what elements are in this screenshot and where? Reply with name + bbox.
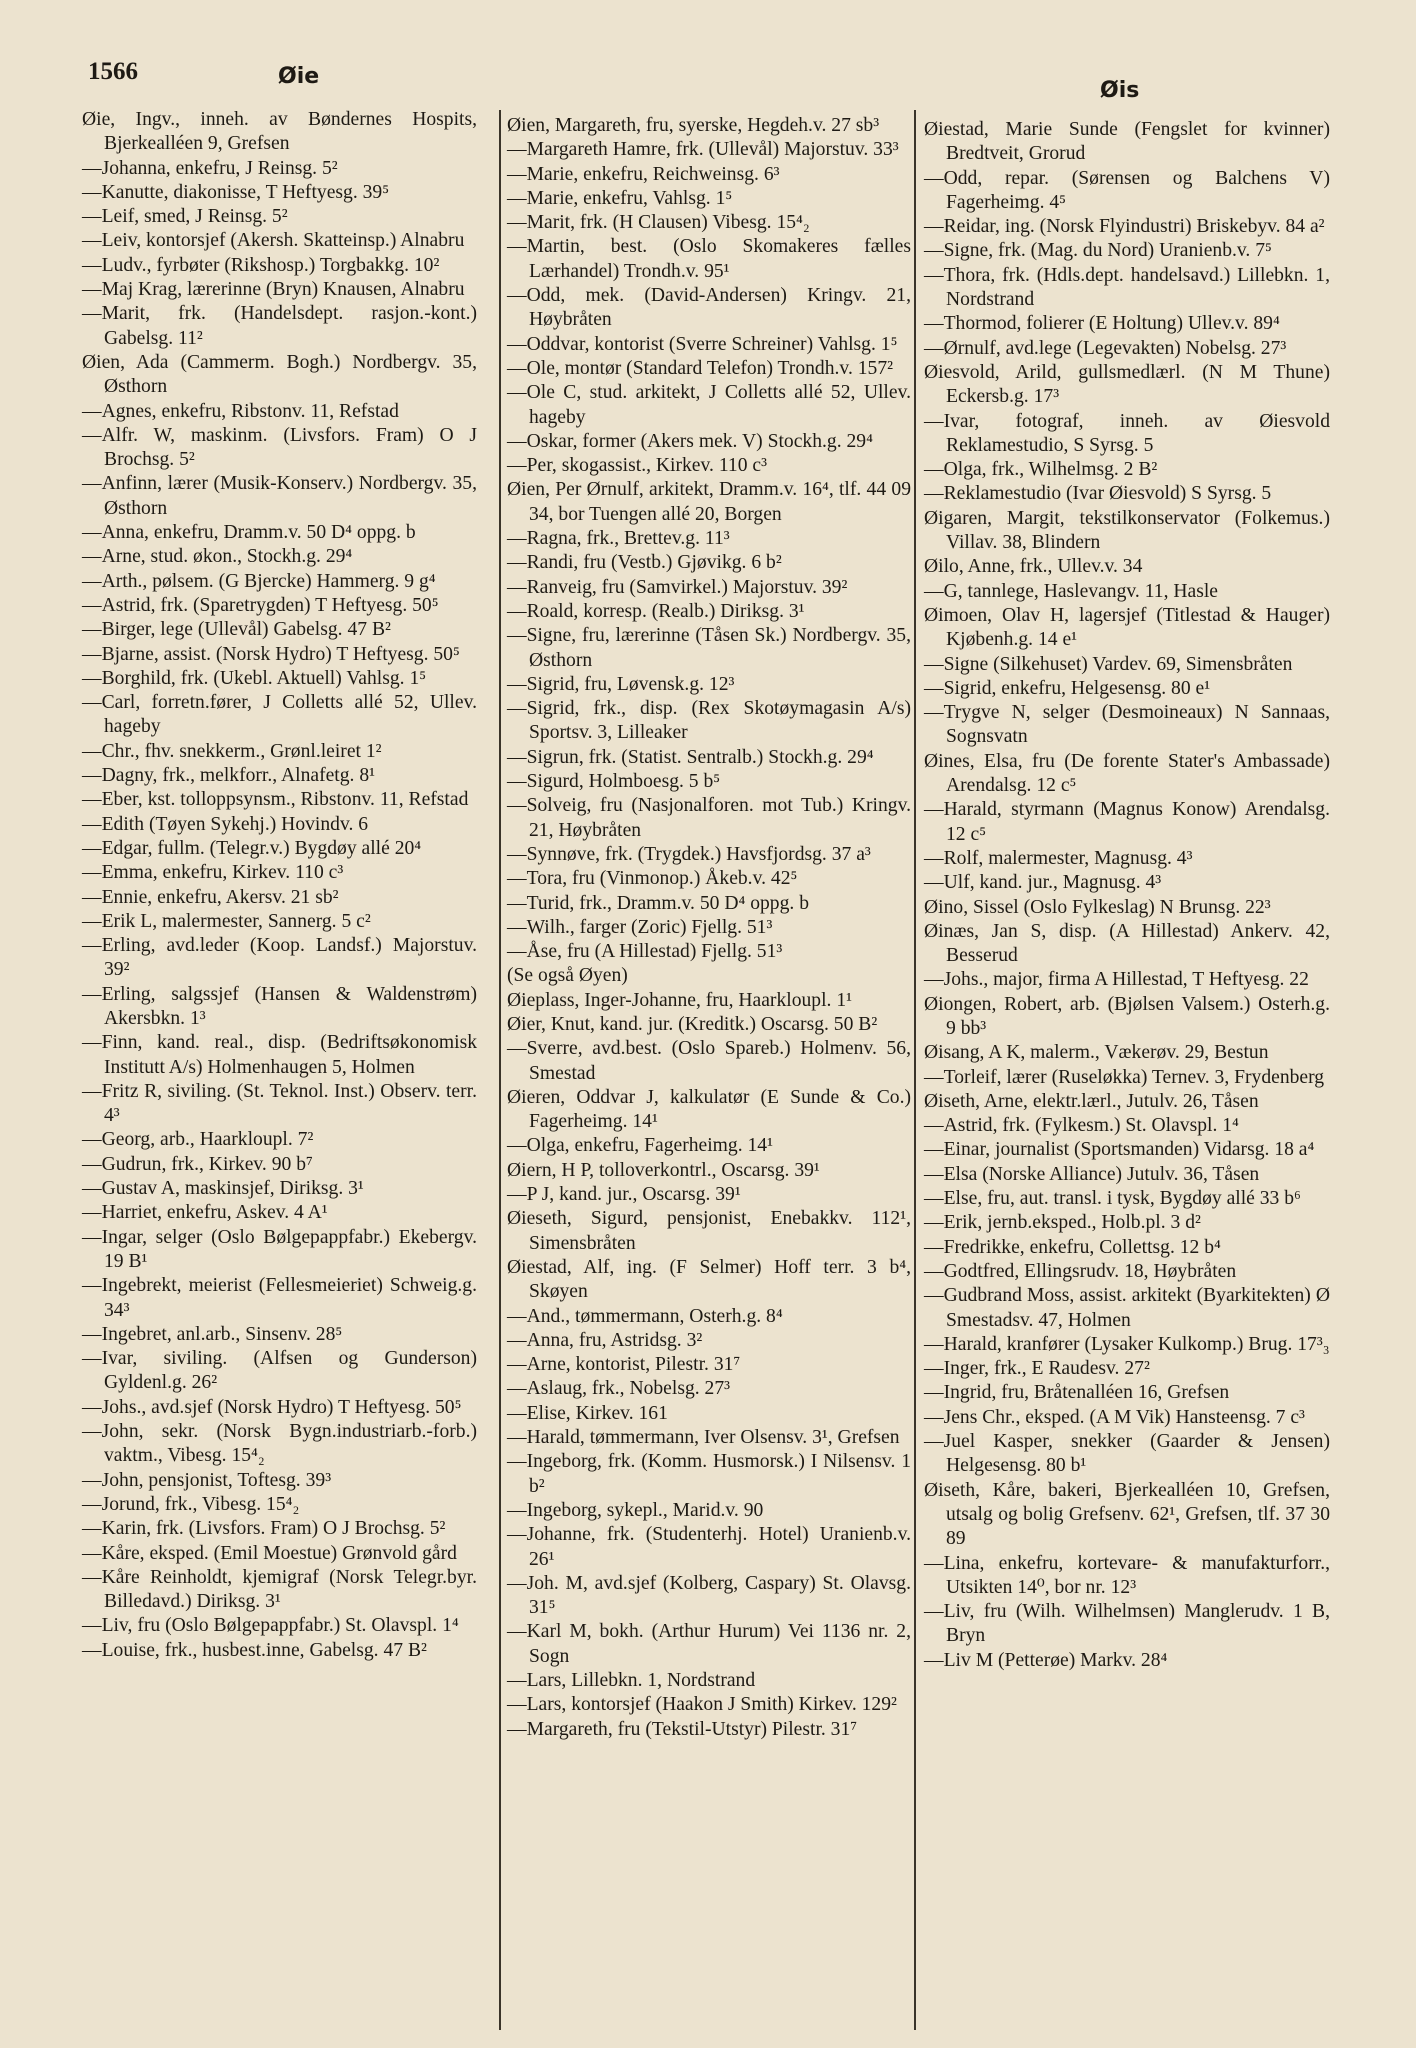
directory-entry: Øilo, Anne, frk., Ullev.v. 34 xyxy=(924,556,1143,578)
directory-entry: —Ingebret, anl.arb., Sinsenv. 28⁵ xyxy=(82,1323,343,1345)
running-header-left: Øie xyxy=(278,64,320,89)
directory-entry: —Randi, fru (Vestb.) Gjøvikg. 6 b² xyxy=(507,552,782,574)
directory-entry: (Se også Øyen) xyxy=(507,965,628,987)
directory-entry: —Ludv., fyrbøter (Rikshosp.) Torgbakkg. 10² xyxy=(82,254,440,276)
page-number: 1566 xyxy=(88,58,138,85)
directory-entry: —Fritz R, siviling. (St. Teknol. Inst.) Observ. terr. 4³ xyxy=(82,1080,477,1127)
directory-entry: —Georg, arb., Haarkloupl. 7² xyxy=(82,1129,314,1151)
directory-entry: —Sigrid, enkefru, Helgesensg. 80 e¹ xyxy=(924,677,1211,699)
directory-entry: Øien, Per Ørnulf, arkitekt, Dramm.v. 16⁴, tlf. 44 09 34, bor Tuengen allé 20, Borgen xyxy=(507,479,911,525)
directory-entry: —Kanutte, diakonisse, T Heftyesg. 39⁵ xyxy=(82,181,390,203)
directory-entry: —Inger, frk., E Raudesv. 27² xyxy=(924,1358,1150,1380)
directory-entry: Øiern, H P, tolloverkontrl., Oscarsg. 39¹ xyxy=(507,1159,820,1181)
directory-entry: —Arne, kontorist, Pilestr. 31⁷ xyxy=(507,1354,741,1376)
directory-entry: —Johs., avd.sjef (Norsk Hydro) T Heftyesg. 50⁵ xyxy=(82,1396,462,1418)
directory-entry: Øie, Ingv., inneh. av Bøndernes Hospits, Bjerkealléen 9, Grefsen xyxy=(82,109,477,155)
directory-entry: —Leif, smed, J Reinsg. 5² xyxy=(82,206,288,228)
directory-entry: —Tora, fru (Vinmonop.) Åkeb.v. 42⁵ xyxy=(507,868,798,890)
directory-entry: —Chr., fhv. snekkerm., Grønl.leiret 1² xyxy=(82,740,382,762)
directory-entry: —Odd, repar. (Sørensen og Balchens V) Fagerheimg. 4⁵ xyxy=(924,167,1330,213)
directory-column-2 xyxy=(507,114,911,1742)
directory-entry: —Jorund, frk., Vibesg. 15⁴₂ xyxy=(82,1493,300,1515)
directory-entry: —P J, kand. jur., Oscarsg. 39¹ xyxy=(507,1184,741,1206)
directory-entry: Øigaren, Margit, tekstilkonservator (Folkemus.) Villav. 38, Blindern xyxy=(924,507,1330,554)
directory-entry: —Liv, fru (Oslo Bølgepappfabr.) St. Olavspl. 1⁴ xyxy=(82,1615,459,1637)
directory-entry: —Godtfred, Ellingsrudv. 18, Høybråten xyxy=(924,1260,1237,1282)
directory-entry: —Marit, frk. (H Clausen) Vibesg. 15⁴₂ xyxy=(507,212,810,234)
directory-entry: —Elise, Kirkev. 161 xyxy=(507,1402,668,1424)
directory-entry: —Torleif, lærer (Ruseløkka) Ternev. 3, Frydenberg xyxy=(924,1066,1325,1088)
directory-entry: Øiseth, Kåre, bakeri, Bjerkealléen 10, Grefsen, utsalg og bolig Grefsenv. 62¹, Grefsen, tlf. 37 30 89 xyxy=(924,1479,1330,1550)
directory-entry: —Astrid, frk. (Sparetrygden) T Heftyesg. 50⁵ xyxy=(82,594,439,616)
directory-entry: —Martin, best. (Oslo Skomakeres fælles Lærhandel) Trondh.v. 95¹ xyxy=(507,236,911,282)
directory-entry: —Eber, kst. tolloppsynsm., Ribstonv. 11, Refstad xyxy=(82,789,469,811)
directory-entry: —Ørnulf, avd.lege (Legevakten) Nobelsg. 27³ xyxy=(924,337,1287,359)
directory-entry: —Harald, styrmann (Magnus Konow) Arendalsg. 12 c⁵ xyxy=(924,799,1330,845)
directory-entry: —Per, skogassist., Kirkev. 110 c³ xyxy=(507,455,767,477)
directory-entry: —Astrid, frk. (Fylkesm.) St. Olavspl. 1⁴ xyxy=(924,1115,1239,1137)
directory-entry: —Turid, frk., Dramm.v. 50 D⁴ oppg. b xyxy=(507,892,809,914)
directory-entry: —Ingeborg, frk. (Komm. Husmorsk.) I Nilsensv. 1 b² xyxy=(507,1451,911,1497)
directory-entry: —Ingebrekt, meierist (Fellesmeieriet) Schweig.g. 34³ xyxy=(82,1275,477,1321)
directory-entry: —Else, fru, aut. transl. i tysk, Bygdøy allé 33 b⁶ xyxy=(924,1188,1301,1210)
directory-entry: —Carl, forretn.fører, J Colletts allé 52, Ullev. hageby xyxy=(82,692,477,738)
directory-entry: —Marie, enkefru, Reichweinsg. 6³ xyxy=(507,163,780,185)
directory-entry: —Sigrid, fru, Løvensk.g. 12³ xyxy=(507,673,735,695)
directory-entry: —Elsa (Norske Alliance) Jutulv. 36, Tåsen xyxy=(924,1163,1260,1185)
directory-entry: —Agnes, enkefru, Ribstonv. 11, Refstad xyxy=(82,400,399,422)
directory-entry: —Johs., major, firma A Hillestad, T Heftyesg. 22 xyxy=(924,969,1309,991)
directory-entry: Øien, Margareth, fru, syerske, Hegdeh.v. 27 sb³ xyxy=(507,115,880,136)
directory-entry: —Erik, jernb.eksped., Holb.pl. 3 d² xyxy=(924,1212,1201,1234)
directory-entry: Øiestad, Marie Sunde (Fengslet for kvinner) Bredtveit, Grorud xyxy=(924,119,1330,165)
directory-entry: —Edgar, fullm. (Telegr.v.) Bygdøy allé 20⁴ xyxy=(82,837,422,859)
directory-entry: —Reidar, ing. (Norsk Flyindustri) Briskebyv. 84 a² xyxy=(924,216,1325,238)
directory-entry: —Kåre, eksped. (Emil Moestue) Grønvold gård xyxy=(82,1542,457,1564)
directory-entry: —Solveig, fru (Nasjonalforen. mot Tub.) Kringv. 21, Høybråten xyxy=(507,795,911,841)
column-divider xyxy=(499,110,501,2030)
directory-entry: —Ragna, frk., Brettev.g. 11³ xyxy=(507,528,730,550)
directory-entry: —Karin, frk. (Livsfors. Fram) O J Brochsg. 5² xyxy=(82,1518,446,1540)
directory-entry: —Margareth Hamre, frk. (Ullevål) Majorstuv. 33³ xyxy=(507,139,899,161)
directory-entry: —Liv M (Petterøe) Markv. 28⁴ xyxy=(924,1649,1168,1671)
directory-entry: —Lina, enkefru, kortevare- & manufakturforr., Utsikten 14⁰, bor nr. 12³ xyxy=(924,1552,1330,1598)
directory-entry: —Emma, enkefru, Kirkev. 110 c³ xyxy=(82,862,344,884)
directory-entry: —Rolf, malermester, Magnusg. 4³ xyxy=(924,847,1193,869)
directory-entry: —Oskar, former (Akers mek. V) Stockh.g. 29⁴ xyxy=(507,430,873,452)
directory-entry: —Erling, avd.leder (Koop. Landsf.) Majorstuv. 39² xyxy=(82,935,477,981)
directory-entry: —John, pensjonist, Toftesg. 39³ xyxy=(82,1469,332,1491)
directory-entry: —Anna, fru, Astridsg. 3² xyxy=(507,1329,703,1351)
directory-entry: Øien, Ada (Cammerm. Bogh.) Nordbergv. 35, Østhorn xyxy=(82,351,477,398)
directory-entry: —Thormod, folierer (E Holtung) Ullev.v. 89⁴ xyxy=(924,313,1280,335)
directory-entry: —Gudrun, frk., Kirkev. 90 b⁷ xyxy=(82,1153,313,1175)
directory-entry: —Sigrid, frk., disp. (Rex Skotøymagasin A/s) Sportsv. 3, Lilleaker xyxy=(507,698,911,744)
directory-entry: —Ole C, stud. arkitekt, J Colletts allé 52, Ullev. hageby xyxy=(507,382,911,428)
directory-entry: —John, sekr. (Norsk Bygn.industriarb.-forb.) vaktm., Vibesg. 15⁴₂ xyxy=(82,1421,477,1467)
directory-entry: —Ingar, selger (Oslo Bølgepappfabr.) Ekebergv. 19 B¹ xyxy=(82,1226,477,1272)
directory-entry: —Erling, salgssjef (Hansen & Waldenstrøm) Akersbkn. 1³ xyxy=(82,983,477,1029)
directory-entry: —Ulf, kand. jur., Magnusg. 4³ xyxy=(924,872,1162,894)
directory-entry: Øines, Elsa, fru (De forente Stater's Ambassade) Arendalsg. 12 c⁵ xyxy=(924,750,1330,797)
directory-entry: Øiestad, Alf, ing. (F Selmer) Hoff terr. 3 b⁴, Skøyen xyxy=(507,1256,911,1303)
directory-entry: —Signe, fru, lærerinne (Tåsen Sk.) Nordbergv. 35, Østhorn xyxy=(507,625,911,671)
directory-entry: —Sigurd, Holmboesg. 5 b⁵ xyxy=(507,771,721,793)
directory-entry: —Erik L, malermester, Sannerg. 5 c² xyxy=(82,910,371,932)
directory-entry: —Harriet, enkefru, Askev. 4 A¹ xyxy=(82,1202,328,1224)
directory-entry: —Reklamestudio (Ivar Øiesvold) S Syrsg. 5 xyxy=(924,483,1272,505)
directory-entry: —Harald, tømmermann, Iver Olsensv. 3¹, Grefsen xyxy=(507,1427,900,1449)
directory-entry: —Johanna, enkefru, J Reinsg. 5² xyxy=(82,157,338,179)
directory-entry: —Sigrun, frk. (Statist. Sentralb.) Stockh.g. 29⁴ xyxy=(507,746,874,768)
directory-entry: —Harald, kranfører (Lysaker Kulkomp.) Brug. 17³₃ xyxy=(924,1333,1330,1355)
directory-entry: —Lars, kontorsjef (Haakon J Smith) Kirkev. 129² xyxy=(507,1694,897,1716)
directory-entry: —Anna, enkefru, Dramm.v. 50 D⁴ oppg. b xyxy=(82,522,416,544)
directory-entry: —And., tømmermann, Osterh.g. 8⁴ xyxy=(507,1305,783,1327)
directory-entry: —Kåre Reinholdt, kjemigraf (Norsk Telegr.byr. Billedavd.) Diriksg. 3¹ xyxy=(82,1566,477,1613)
directory-entry: Øieplass, Inger-Johanne, fru, Haarkloupl. 1¹ xyxy=(507,989,853,1011)
directory-entry: —Roald, korresp. (Realb.) Diriksg. 3¹ xyxy=(507,600,805,622)
directory-entry: —Marit, frk. (Handelsdept. rasjon.-kont.) Gabelsg. 11² xyxy=(82,303,477,349)
directory-entry: —Arne, stud. økon., Stockh.g. 29⁴ xyxy=(82,546,353,568)
directory-entry: Øiseth, Arne, elektr.lærl., Jutulv. 26, Tåsen xyxy=(924,1090,1259,1112)
directory-entry: —Maj Krag, lærerinne (Bryn) Knausen, Alnabru xyxy=(82,279,465,301)
directory-entry: —Dagny, frk., melkforr., Alnafetg. 8¹ xyxy=(82,765,375,787)
directory-entry: —Synnøve, frk. (Trygdek.) Havsfjordsg. 37 a³ xyxy=(507,843,871,865)
directory-entry: —Ranveig, fru (Samvirkel.) Majorstuv. 39² xyxy=(507,576,848,598)
directory-column-1 xyxy=(82,108,477,1663)
directory-entry: —Oddvar, kontorist (Sverre Schreiner) Vahlsg. 1⁵ xyxy=(507,333,898,355)
directory-entry: —Odd, mek. (David-Andersen) Kringv. 21, Høybråten xyxy=(507,285,911,331)
directory-entry: —Thora, frk. (Hdls.dept. handelsavd.) Lillebkn. 1, Nordstrand xyxy=(924,264,1330,311)
directory-entry: —G, tannlege, Haslevangv. 11, Hasle xyxy=(924,580,1219,602)
directory-entry: —Gudbrand Moss, assist. arkitekt (Byarkitekten) Ø Smestadsv. 47, Holmen xyxy=(924,1285,1330,1331)
directory-entry: —Birger, lege (Ullevål) Gabelsg. 47 B² xyxy=(82,619,391,641)
directory-entry: Øisang, A K, malerm., Vækerøv. 29, Bestun xyxy=(924,1042,1269,1064)
directory-column-3 xyxy=(924,118,1330,1673)
directory-entry: —Ingrid, fru, Bråtenalléen 16, Grefsen xyxy=(924,1382,1230,1404)
directory-entry: —Liv, fru (Wilh. Wilhelmsen) Manglerudv. 1 B, Bryn xyxy=(924,1601,1330,1647)
directory-entry: —Signe, frk. (Mag. du Nord) Uranienb.v. 7⁵ xyxy=(924,240,1272,262)
directory-entry: —Alfr. W, maskinm. (Livsfors. Fram) O J Brochsg. 5² xyxy=(82,424,477,471)
directory-entry: —Anfinn, lærer (Musik-Konserv.) Nordbergv. 35, Østhorn xyxy=(82,473,477,519)
directory-entry: Øiongen, Robert, arb. (Bjølsen Valsem.) Osterh.g. 9 bb³ xyxy=(924,993,1330,1039)
directory-entry: —Louise, frk., husbest.inne, Gabelsg. 47 B² xyxy=(82,1639,427,1661)
directory-entry: —Jens Chr., eksped. (A M Vik) Hansteensg. 7 c³ xyxy=(924,1406,1305,1428)
directory-entry: —Arth., pølsem. (G Bjercke) Hammerg. 9 g⁴ xyxy=(82,570,436,592)
directory-entry: —Olga, enkefru, Fagerheimg. 14¹ xyxy=(507,1135,773,1157)
directory-entry: —Edith (Tøyen Sykehj.) Hovindv. 6 xyxy=(82,813,369,835)
directory-entry: —Åse, fru (A Hillestad) Fjellg. 51³ xyxy=(507,941,783,963)
directory-entry: —Bjarne, assist. (Norsk Hydro) T Heftyesg. 50⁵ xyxy=(82,643,460,665)
directory-entry: —Ole, montør (Standard Telefon) Trondh.v. 157² xyxy=(507,357,893,379)
directory-entry: —Ennie, enkefru, Akersv. 21 sb² xyxy=(82,886,339,908)
directory-entry: Øier, Knut, kand. jur. (Kreditk.) Oscarsg. 50 B² xyxy=(507,1013,878,1035)
directory-entry: —Ingeborg, sykepl., Marid.v. 90 xyxy=(507,1499,764,1521)
directory-entry: —Finn, kand. real., disp. (Bedriftsøkonomisk Institutt A/s) Holmenhaugen 5, Holmen xyxy=(82,1032,477,1078)
directory-entry: —Margareth, fru (Tekstil-Utstyr) Pilestr. 31⁷ xyxy=(507,1718,858,1740)
directory-entry: —Juel Kasper, snekker (Gaarder & Jensen) Helgesensg. 80 b¹ xyxy=(924,1431,1330,1477)
directory-entry: Øimoen, Olav H, lagersjef (Titlestad & Hauger) Kjøbenh.g. 14 e¹ xyxy=(924,604,1330,651)
directory-entry: —Joh. M, avd.sjef (Kolberg, Caspary) St. Olavsg. 31⁵ xyxy=(507,1572,911,1619)
directory-entry: —Wilh., farger (Zoric) Fjellg. 51³ xyxy=(507,916,773,938)
directory-entry: —Karl M, bokh. (Arthur Hurum) Vei 1136 nr. 2, Sogn xyxy=(507,1621,911,1667)
directory-entry: —Sverre, avd.best. (Oslo Spareb.) Holmenv. 56, Smestad xyxy=(507,1038,911,1084)
directory-entry: —Ivar, siviling. (Alfsen og Gunderson) Gyldenl.g. 26² xyxy=(82,1348,477,1394)
column-divider xyxy=(914,110,916,2030)
directory-entry: —Einar, journalist (Sportsmanden) Vidarsg. 18 a⁴ xyxy=(924,1139,1315,1161)
directory-entry: —Leiv, kontorsjef (Akersh. Skatteinsp.) Alnabru xyxy=(82,230,465,252)
directory-entry: Øieren, Oddvar J, kalkulatør (E Sunde & Co.) Fagerheimg. 14¹ xyxy=(507,1086,911,1133)
directory-entry: —Marie, enkefru, Vahlsg. 1⁵ xyxy=(507,187,733,209)
directory-entry: —Trygve N, selger (Desmoineaux) N Sannaas, Sognsvatn xyxy=(924,702,1330,748)
directory-entry: —Borghild, frk. (Ukebl. Aktuell) Vahlsg. 1⁵ xyxy=(82,667,427,689)
directory-entry: Øiesvold, Arild, gullsmedlærl. (N M Thune) Eckersb.g. 17³ xyxy=(924,361,1330,408)
directory-entry: Øino, Sissel (Oslo Fylkeslag) N Brunsg. 22³ xyxy=(924,896,1271,918)
directory-entry: —Johanne, frk. (Studenterhj. Hotel) Uranienb.v. 26¹ xyxy=(507,1524,911,1570)
directory-entry: —Gustav A, maskinsjef, Diriksg. 3¹ xyxy=(82,1178,364,1200)
directory-entry: —Ivar, fotograf, inneh. av Øiesvold Reklamestudio, S Syrsg. 5 xyxy=(924,410,1330,456)
directory-entry: Øinæs, Jan S, disp. (A Hillestad) Ankerv. 42, Besserud xyxy=(924,920,1330,967)
directory-entry: —Signe (Silkehuset) Vardev. 69, Simensbråten xyxy=(924,653,1293,675)
directory-entry: Øieseth, Sigurd, pensjonist, Enebakkv. 112¹, Simensbråten xyxy=(507,1208,911,1254)
running-header-right: Øis xyxy=(1100,78,1140,103)
directory-entry: —Olga, frk., Wilhelmsg. 2 B² xyxy=(924,459,1158,481)
directory-entry: —Fredrikke, enkefru, Collettsg. 12 b⁴ xyxy=(924,1236,1221,1258)
directory-entry: —Lars, Lillebkn. 1, Nordstrand xyxy=(507,1670,756,1691)
directory-entry: —Aslaug, frk., Nobelsg. 27³ xyxy=(507,1378,731,1400)
